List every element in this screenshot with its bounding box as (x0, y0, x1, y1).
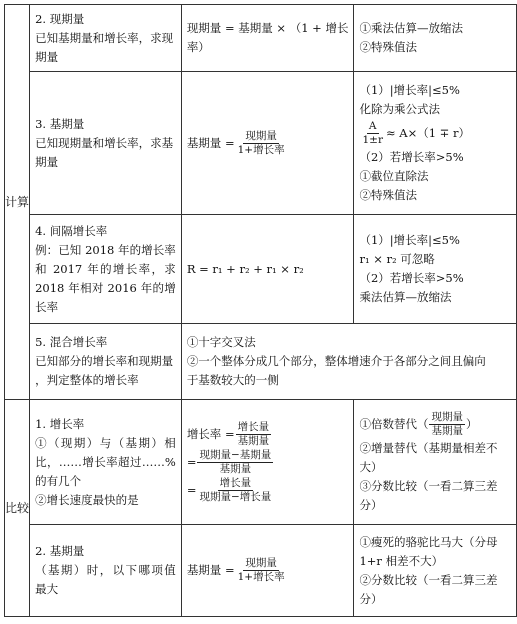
compare-growth-formula: 增长率 = $\frac{\text{增长量}}{\text{基期量}}$ = $\frac{\text{现期量−基期量}}{\text{基期量}}$ = $\frac{\text{增长量}}{\text{现期量−增长量}}$ (181, 400, 354, 525)
present-quantity-methods: ①乘法估算—放缩法 ②特殊值法 (354, 5, 517, 72)
fraction: $\frac{\text{现期量−基期量}}{\text{基期量}}$ (199, 448, 272, 475)
row-compare-base (5, 525, 517, 617)
mixed-growth-desc: ①十字交叉法 ②一个整体分成几个部分，整体增速介于各部分之间且偏向 于基数较大的一侧 (181, 324, 516, 400)
fraction: $\frac{\text{增长量}}{\text{现期量−增长量}}$ (199, 476, 272, 503)
category-calc: 计算 (5, 5, 30, 400)
row-compare-growth (5, 400, 517, 525)
base-quantity-name: 3. 基期量 已知现期量和增长率，求基 期量 (30, 72, 182, 215)
compare-base-name: 2. 基期量 （基期）时，以下哪项值 最大 (30, 525, 182, 617)
compare-base-formula: 基期量 = $\frac{\text{现期量}}{\text{1+增长率}}$ (181, 525, 354, 617)
fraction: $\frac{\text{增长量}}{\text{基期量}}$ (237, 420, 270, 447)
base-quantity-formula: 基期量 = $\frac{\text{现期量}}{\text{1+增长率}}$ (181, 72, 354, 215)
summary-table (4, 4, 517, 617)
present-quantity-name: 2. 现期量 已知基期量和增长率，求现 期量 (30, 5, 182, 72)
category-compare: 比较 (5, 400, 30, 617)
fraction: $\frac{A}{1\pm r}$ (362, 120, 383, 146)
compare-base-methods: ①瘦死的骆驼比马大（分母 1+r 相差不大） ②分数比较（一看二算三差 分） (354, 525, 517, 617)
interval-growth-formula: R = r₁ + r₂ + r₁ × r₂ (181, 215, 354, 324)
fraction: $\frac{\text{现期量}}{\text{1+增长率}}$ (237, 129, 285, 156)
row-mixed-growth (5, 324, 517, 400)
row-interval-growth (5, 215, 517, 324)
row-present-quantity (5, 5, 517, 72)
interval-growth-name: 4. 间隔增长率 例：已知 2018 年的增长率 和 2017 年的增长率，求 2018 年相对 2016 年的增 长率 (30, 215, 182, 324)
fraction: $\frac{\text{现期量}}{\text{1+增长率}}$ (237, 557, 285, 583)
fraction: $\frac{\text{现期量}}{\text{基期量}}$ (431, 410, 463, 437)
compare-growth-methods: ①倍数替代（ $\frac{\text{现期量}}{\text{基期量}}$ ） ②增量替代（基期量相差不 大） ③分数比较（一看二算三差 分） (354, 400, 517, 525)
present-quantity-formula: 现期量 = 基期量 × （1 + 增长 率） (181, 5, 354, 72)
mixed-growth-name: 5. 混合增长率 已知部分的增长率和现期量 ，判定整体的增长率 (30, 324, 182, 400)
compare-growth-name: 1. 增长率 ①（现期）与（基期）相 比，……增长率超过……% 的有几个 ②增长速度最快的是 (30, 400, 182, 525)
base-quantity-methods: （1）|增长率|≤5% 化除为乘公式法 $\frac{A}{1\pm r}$ ≈ A×（1 ∓ r） （2）若增长率>5% ①截位直除法 ②特殊值法 (354, 72, 517, 215)
interval-growth-methods: （1）|增长率|≤5% r₁ × r₂ 可忽略 （2）若增长率>5% 乘法估算—放缩法 (354, 215, 517, 324)
row-base-quantity (5, 72, 517, 215)
